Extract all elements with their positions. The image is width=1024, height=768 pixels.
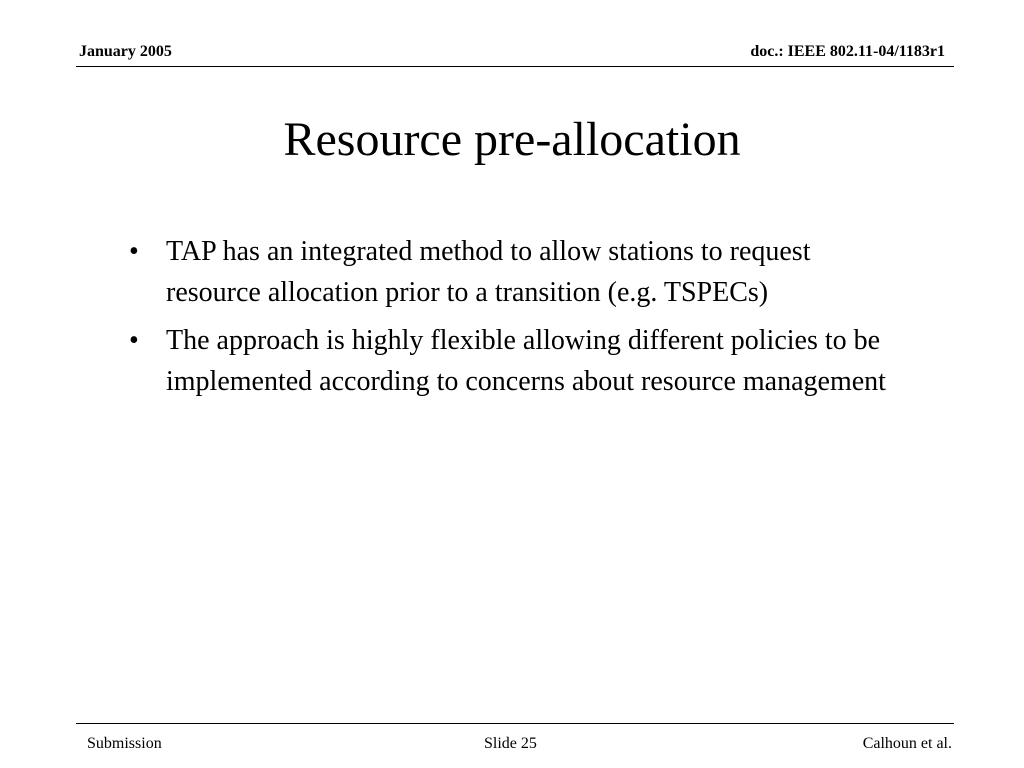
- header-divider: [76, 66, 954, 67]
- bullet-item: [129, 231, 889, 313]
- footer-author: Calhoun et al.: [862, 735, 952, 752]
- bullet-marker: •: [129, 236, 139, 267]
- footer-divider: [76, 723, 954, 724]
- bullet-text: TAP has an integrated method to allow stations to request resource allocation prior to a transition (e.g. TSPECs): [166, 236, 811, 308]
- slide-title: Resource pre-allocation: [283, 113, 741, 166]
- footer-submission: Submission: [87, 735, 162, 752]
- footer-slide-number: Slide 25: [484, 735, 537, 752]
- header-date: January 2005: [79, 43, 172, 60]
- bullet-item: [129, 320, 889, 402]
- bullet-text: The approach is highly flexible allowing different policies to be implemented according to concerns about resource management: [166, 325, 886, 397]
- bullet-list: [129, 231, 889, 409]
- bullet-marker: •: [129, 325, 139, 356]
- header-document-id: doc.: IEEE 802.11-04/1183r1: [750, 43, 945, 60]
